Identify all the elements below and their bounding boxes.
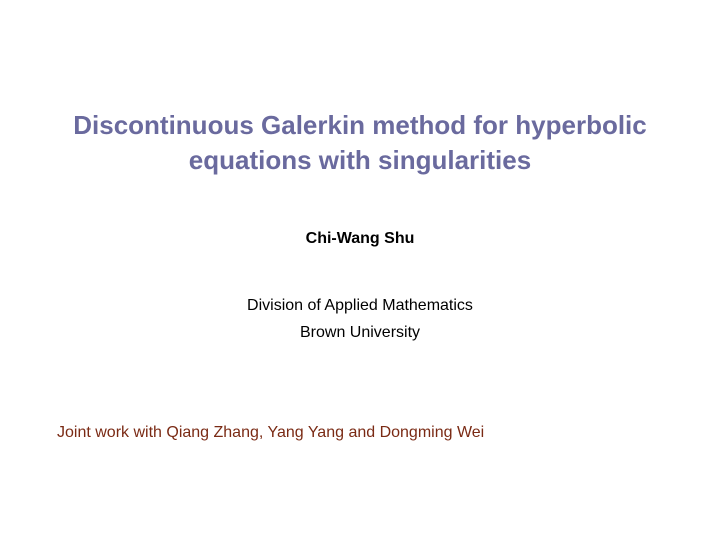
joint-work-note: Joint work with Qiang Zhang, Yang Yang and Dongming Wei	[57, 424, 485, 441]
author-name: Chi-Wang Shu	[305, 230, 415, 247]
slide-title	[0, 108, 720, 178]
affiliation-university: Brown University	[299, 324, 421, 341]
affiliation-department: Division of Applied Mathematics	[247, 297, 473, 314]
slide-title-line-2: equations with singularities	[188, 145, 532, 175]
affiliation	[0, 292, 720, 346]
slide-title-line-1: Discontinuous Galerkin method for hyperbolic	[73, 110, 647, 140]
